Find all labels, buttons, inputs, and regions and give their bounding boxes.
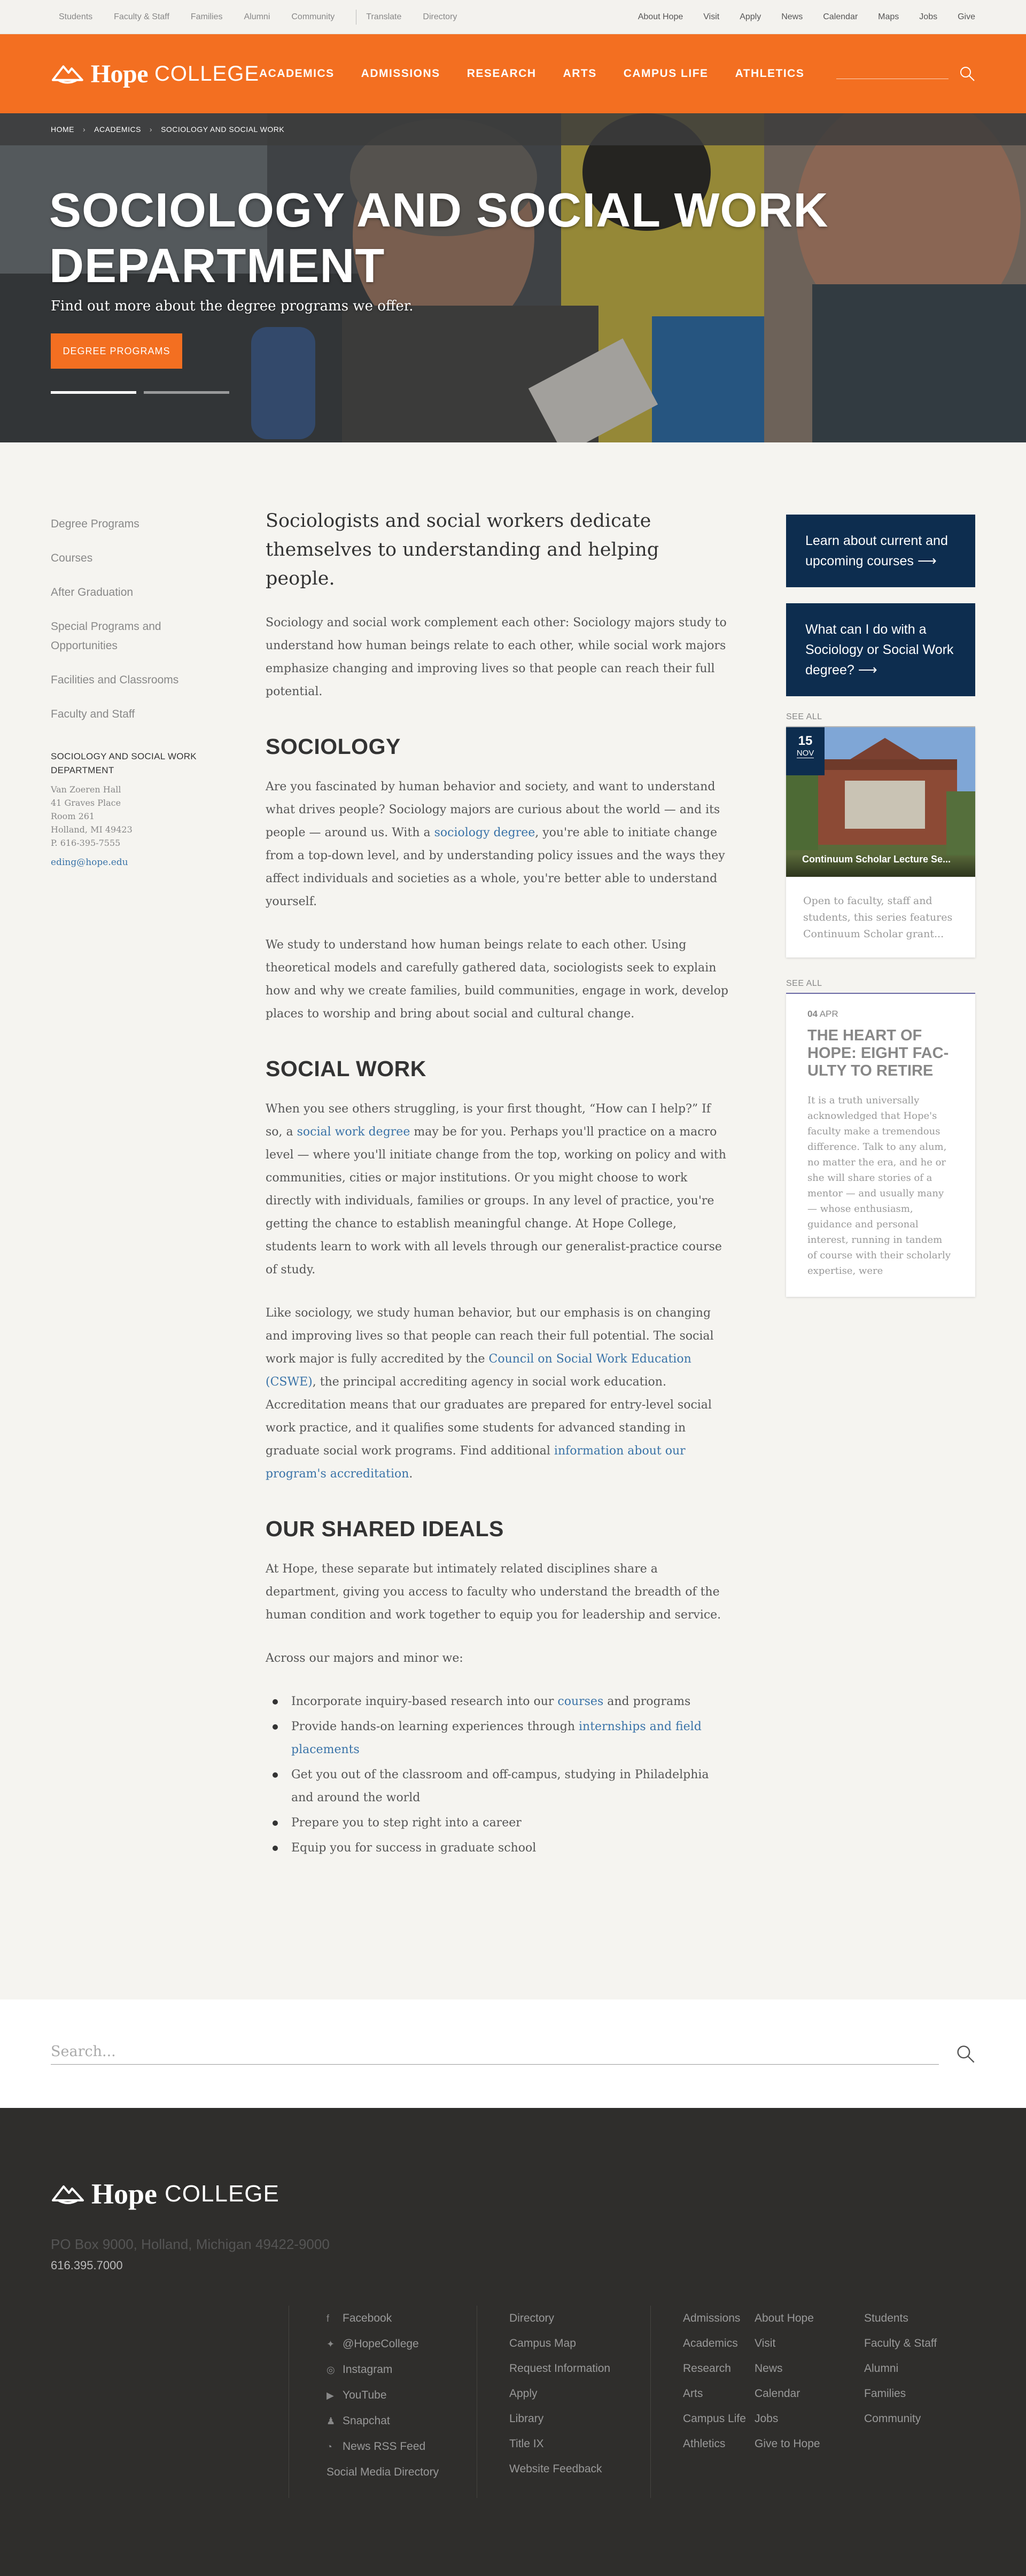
arrow-right-icon: ⟶ bbox=[858, 663, 877, 678]
text-run: may be for you. Perhaps you'll practice on a macro level — where you'll initiate change from the top, working on policy and with communities, cities or major institutions. Or you might choose to work directly with individuals, families or groups. In any level of practice, you're getting the chance to establish meaningful change. At Hope College, students learn to work with all levels through our generalist-practice course of study. bbox=[266, 1125, 726, 1277]
footer-link-jobs[interactable]: Jobs bbox=[755, 2412, 779, 2425]
news-see-all-link[interactable]: SEE ALL bbox=[786, 979, 975, 994]
site-header bbox=[0, 34, 1026, 113]
address-line: 41 Graves Place bbox=[51, 798, 121, 808]
shared-ideals-paragraph: At Hope, these separate but intimately related disciplines share a department, giving you access to faculty who understand the breadth of the human condition and work together to equip you for leadership and service. bbox=[266, 1562, 721, 1622]
article-body bbox=[266, 507, 730, 1862]
breadcrumb-academics[interactable]: ACADEMICS bbox=[94, 125, 141, 134]
cswe-link[interactable]: Council on Social Work Education (CSWE) bbox=[266, 1352, 691, 1389]
text-run: , you're able to initiate change from a top-down level, and by understanding policy issues and the ways they affect individuals and societies as a whole, you're better able to understand yourself. bbox=[266, 826, 725, 908]
footer-audience-column bbox=[864, 2306, 971, 2498]
event-description: Open to faculty, staff and students, this series features Continuum Scholar grant... bbox=[803, 895, 953, 940]
footer-phone: 616.395.7000 bbox=[51, 2259, 123, 2272]
department-name: SOCIOLOGY AND SOCIAL WORK DEPARTMENT bbox=[51, 751, 197, 775]
footer-link-academics[interactable]: Academics bbox=[683, 2337, 738, 2349]
list-item: Prepare you to step right into a career bbox=[291, 1811, 730, 1834]
footer-link-campus-life[interactable]: Campus Life bbox=[683, 2412, 746, 2425]
slide-indicator-2[interactable] bbox=[144, 391, 229, 394]
degree-programs-button[interactable]: DEGREE PROGRAMS bbox=[51, 333, 182, 369]
lead-statement: Sociologists and social workers dedicate themselves to understanding and helping people. bbox=[266, 510, 659, 589]
search-icon[interactable] bbox=[959, 66, 975, 82]
footer-logo[interactable] bbox=[51, 2177, 279, 2211]
breadcrumb-home[interactable]: HOME bbox=[51, 125, 74, 134]
main-nav bbox=[259, 67, 831, 80]
footer-link-arts[interactable]: Arts bbox=[683, 2387, 703, 2400]
text-run: Are you fascinated by human behavior and society, and want to understand what drives people? Sociology majors are curious about the world — and its people — around us. With a bbox=[266, 780, 720, 839]
utility-link-community[interactable]: Community bbox=[291, 12, 335, 21]
event-title: Continuum Scholar Lecture Se... bbox=[786, 854, 975, 877]
breadcrumb-separator: › bbox=[83, 125, 86, 134]
slide-indicator-1[interactable] bbox=[51, 391, 136, 394]
news-day: 04 bbox=[807, 1009, 818, 1019]
shared-ideals-list bbox=[291, 1690, 730, 1859]
footer-link-instagram[interactable] bbox=[327, 2357, 477, 2383]
nav-campus-life[interactable]: CAMPUS LIFE bbox=[623, 67, 709, 80]
footer-link-families[interactable]: Families bbox=[864, 2387, 906, 2400]
nav-research[interactable]: RESEARCH bbox=[467, 67, 537, 80]
list-item: Equip you for success in graduate school bbox=[291, 1836, 730, 1859]
footer-link-visit[interactable]: Visit bbox=[755, 2337, 776, 2349]
footer-link-social-directory[interactable] bbox=[327, 2460, 477, 2485]
sociology-paragraph-2: We study to understand how human beings relate to each other. Using theoretical models and carefully gathered data, sociologists seek to explain how and why we create families, build communities, engage in work, develop places to worship and bring about social and cultural change. bbox=[266, 938, 728, 1021]
link-label: News RSS Feed bbox=[343, 2440, 426, 2453]
footer-link-title-ix[interactable]: Title IX bbox=[509, 2438, 544, 2450]
hero-subtitle: Find out more about the degree programs we offer. bbox=[51, 298, 414, 314]
logo-hope-text: Hope bbox=[91, 2178, 158, 2210]
utility-site-links bbox=[618, 12, 975, 22]
accreditation-info-link[interactable]: information about our program's accreditation bbox=[266, 1444, 686, 1481]
news-month: APR bbox=[819, 1009, 838, 1019]
footer-link-snapchat[interactable] bbox=[327, 2408, 477, 2434]
utility-link-apply[interactable]: Apply bbox=[740, 12, 761, 21]
events-see-all-link[interactable]: SEE ALL bbox=[786, 712, 975, 727]
text-run: When you see others struggling, is your first thought, “How can I help?” If so, a bbox=[266, 1102, 711, 1139]
link-label: YouTube bbox=[343, 2389, 387, 2401]
utility-link-alumni[interactable]: Alumni bbox=[244, 12, 270, 21]
footer-link-give[interactable]: Give to Hope bbox=[755, 2438, 820, 2450]
footer-link-news[interactable]: News bbox=[755, 2362, 783, 2375]
footer-link-campus-map[interactable]: Campus Map bbox=[509, 2337, 576, 2349]
text-run: Incorporate inquiry-based research into our bbox=[291, 1695, 558, 1708]
text-run: Like sociology, we study human behavior, but our emphasis is on changing and improving lives so that people can reach their full potential. The social work major is fully accredited by the bbox=[266, 1306, 714, 1366]
list-item bbox=[291, 1690, 730, 1713]
text-run: , the principal accrediting agency in social work education. Accreditation means that our graduates are prepared for entry-level social work practice, and it qualifies some students for advanced standing in graduate social work programs. Find additional bbox=[266, 1375, 712, 1458]
footer-link-website-feedback[interactable]: Website Feedback bbox=[509, 2463, 602, 2475]
utility-bar bbox=[0, 0, 1026, 34]
sociology-degree-link[interactable]: sociology degree bbox=[434, 826, 535, 839]
department-phone: P. 616-395-7555 bbox=[51, 838, 121, 848]
footer-link-calendar[interactable]: Calendar bbox=[755, 2387, 800, 2400]
utility-link-translate[interactable]: Translate bbox=[366, 12, 402, 21]
logo-hope-text: Hope bbox=[90, 59, 149, 88]
news-title: THE HEART OF HOPE: EIGHT FAC-ULTY TO RETIRE bbox=[807, 1027, 949, 1079]
header-search bbox=[836, 66, 975, 82]
nav-academics[interactable]: ACADEMICS bbox=[259, 67, 335, 80]
nav-arts[interactable]: ARTS bbox=[563, 67, 597, 80]
logo-college-text: COLLEGE bbox=[165, 2181, 279, 2207]
cta-label: Learn about current and upcoming courses bbox=[805, 533, 948, 569]
sidebar-item-courses[interactable]: Courses bbox=[51, 552, 93, 564]
address-line: Van Zoeren Hall bbox=[51, 784, 121, 795]
link-label: Social Media Directory bbox=[327, 2466, 439, 2478]
sidebar-item-degree-programs[interactable]: Degree Programs bbox=[51, 518, 139, 530]
right-rail bbox=[786, 515, 975, 1297]
header-search-input[interactable] bbox=[836, 68, 949, 79]
utility-link-calendar[interactable]: Calendar bbox=[823, 12, 858, 21]
footer-social-column bbox=[289, 2306, 477, 2498]
footer-link-athletics[interactable]: Athletics bbox=[683, 2438, 726, 2450]
link-label: Instagram bbox=[343, 2363, 393, 2376]
page-title: SOCIOLOGY AND SOCIAL WORK DEPARTMENT bbox=[49, 184, 829, 293]
breadcrumb-current: SOCIOLOGY AND SOCIAL WORK bbox=[161, 125, 285, 134]
news-excerpt: It is a truth universally acknowledged that Hope's faculty make a tremendous difference. Talk to any alum, no matter the era, and he or she will share stories of a mentor — and usually many — whose enthusiasm, guidance and personal interest, running in tandem of course with their scholarly expertise, were bbox=[807, 1095, 951, 1277]
footer-link-faculty-staff[interactable]: Faculty & Staff bbox=[864, 2337, 937, 2349]
link-label: Facebook bbox=[343, 2312, 392, 2324]
footer-link-directory[interactable]: Directory bbox=[509, 2312, 555, 2324]
footer-link-about-hope[interactable]: About Hope bbox=[755, 2312, 814, 2324]
anchor-logo-icon bbox=[51, 62, 84, 85]
courses-link[interactable]: courses bbox=[557, 1695, 604, 1708]
footer-link-alumni[interactable]: Alumni bbox=[864, 2362, 899, 2375]
utility-audience-links bbox=[59, 10, 478, 25]
utility-link-families[interactable]: Families bbox=[190, 12, 223, 21]
utility-link-give[interactable]: Give bbox=[958, 12, 975, 21]
address-line: Room 261 bbox=[51, 811, 95, 821]
footer-link-columns bbox=[289, 2306, 971, 2498]
footer-search-input[interactable]: Search... bbox=[51, 2043, 939, 2065]
logo-college-text: COLLEGE bbox=[154, 61, 259, 85]
youtube-icon: ▶ bbox=[327, 2390, 334, 2401]
careers-cta-box[interactable] bbox=[786, 603, 975, 696]
heading-sociology: SOCIOLOGY bbox=[266, 734, 401, 759]
footer-link-community[interactable]: Community bbox=[864, 2412, 921, 2425]
utility-link-students[interactable]: Students bbox=[59, 12, 93, 21]
sidebar-item-after-graduation[interactable]: After Graduation bbox=[51, 586, 134, 598]
social-work-paragraph-1 bbox=[266, 1098, 730, 1281]
utility-link-maps[interactable]: Maps bbox=[878, 12, 899, 21]
utility-link-about[interactable]: About Hope bbox=[638, 12, 683, 21]
section-sidebar bbox=[51, 515, 222, 868]
text-run: Provide hands-on learning experiences through bbox=[291, 1720, 579, 1733]
sidebar-item-facilities[interactable]: Facilities and Classrooms bbox=[51, 674, 179, 686]
hero-banner bbox=[0, 113, 1026, 442]
utility-link-visit[interactable]: Visit bbox=[703, 12, 720, 21]
search-icon[interactable] bbox=[956, 2044, 975, 2064]
footer-about-column bbox=[755, 2306, 864, 2498]
news-date bbox=[807, 1009, 954, 1019]
link-label: Snapchat bbox=[343, 2415, 390, 2427]
link-label: @HopeCollege bbox=[343, 2338, 419, 2350]
slider-indicators bbox=[51, 391, 237, 394]
social-work-paragraph-2 bbox=[266, 1302, 730, 1485]
footer-sections-column bbox=[650, 2306, 755, 2498]
footer-link-twitter[interactable] bbox=[327, 2331, 477, 2357]
hope-college-logo[interactable] bbox=[51, 59, 259, 89]
courses-cta-box[interactable] bbox=[786, 515, 975, 587]
breadcrumb-separator: › bbox=[149, 125, 153, 134]
breadcrumb bbox=[0, 113, 1026, 145]
event-month: NOV bbox=[796, 749, 814, 758]
utility-link-faculty-staff[interactable]: Faculty & Staff bbox=[114, 12, 169, 21]
social-work-degree-link[interactable]: social work degree bbox=[297, 1125, 410, 1139]
address-line: Holland, MI 49423 bbox=[51, 824, 133, 835]
event-card[interactable] bbox=[786, 727, 975, 958]
footer-link-facebook[interactable] bbox=[327, 2306, 477, 2331]
main-content-area bbox=[0, 442, 1026, 1999]
arrow-right-icon: ⟶ bbox=[917, 554, 937, 569]
snapchat-icon: ♟ bbox=[327, 2416, 336, 2426]
utility-link-directory[interactable]: Directory bbox=[423, 12, 457, 21]
event-day: 15 bbox=[798, 734, 813, 748]
instagram-icon: ◎ bbox=[327, 2364, 335, 2375]
department-email-link[interactable]: eding@hope.edu bbox=[51, 857, 128, 868]
event-image bbox=[786, 727, 975, 877]
utility-link-jobs[interactable]: Jobs bbox=[919, 12, 938, 21]
text-run: . bbox=[409, 1467, 413, 1481]
heading-social-work: SOCIAL WORK bbox=[266, 1056, 426, 1081]
utility-link-news[interactable]: News bbox=[781, 12, 803, 21]
event-date-badge bbox=[786, 727, 825, 775]
anchor-logo-icon bbox=[51, 2182, 85, 2206]
footer-search-bar bbox=[0, 1999, 1026, 2108]
nav-athletics[interactable]: ATHLETICS bbox=[735, 67, 805, 80]
footer-link-apply[interactable]: Apply bbox=[509, 2387, 538, 2400]
footer-link-library[interactable]: Library bbox=[509, 2412, 544, 2425]
sociology-paragraph-1 bbox=[266, 775, 730, 913]
shared-ideals-intro: Across our majors and minor we: bbox=[266, 1652, 463, 1665]
internships-link[interactable]: internships and field placements bbox=[291, 1720, 702, 1756]
department-address bbox=[51, 783, 222, 850]
rss-icon: ◔ bbox=[327, 2441, 332, 2452]
list-item: Get you out of the classroom and off-campus, studying in Philadelphia and around the world bbox=[291, 1763, 730, 1809]
footer-link-admissions[interactable]: Admissions bbox=[683, 2312, 741, 2324]
nav-admissions[interactable]: ADMISSIONS bbox=[361, 67, 440, 80]
footer-link-research[interactable]: Research bbox=[683, 2362, 731, 2375]
list-item bbox=[291, 1715, 730, 1761]
sidebar-item-faculty-staff[interactable]: Faculty and Staff bbox=[51, 708, 135, 720]
heading-shared-ideals: OUR SHARED IDEALS bbox=[266, 1516, 504, 1541]
footer-address: PO Box 9000, Holland, Michigan 49422-9000 bbox=[51, 2236, 330, 2252]
site-footer bbox=[0, 2108, 1026, 2576]
footer-link-students[interactable]: Students bbox=[864, 2312, 908, 2324]
cta-label: What can I do with a Sociology or Social Work degree? bbox=[805, 622, 954, 678]
footer-link-request-info[interactable]: Request Information bbox=[509, 2362, 611, 2375]
news-card[interactable] bbox=[786, 994, 975, 1297]
footer-link-rss[interactable] bbox=[327, 2434, 477, 2460]
sidebar-item-special-programs[interactable]: Special Programs and Opportunities bbox=[51, 620, 161, 652]
intro-paragraph: Sociology and social work complement each other: Sociology majors study to understand how human beings relate to each other, while social work majors emphasize changing and improving lives so that people can reach their full potential. bbox=[266, 616, 727, 698]
footer-resources-column bbox=[477, 2306, 650, 2498]
footer-link-youtube[interactable] bbox=[327, 2383, 477, 2408]
facebook-icon: f bbox=[327, 2313, 330, 2324]
twitter-icon: ✦ bbox=[327, 2339, 335, 2349]
text-run: and programs bbox=[603, 1695, 691, 1708]
